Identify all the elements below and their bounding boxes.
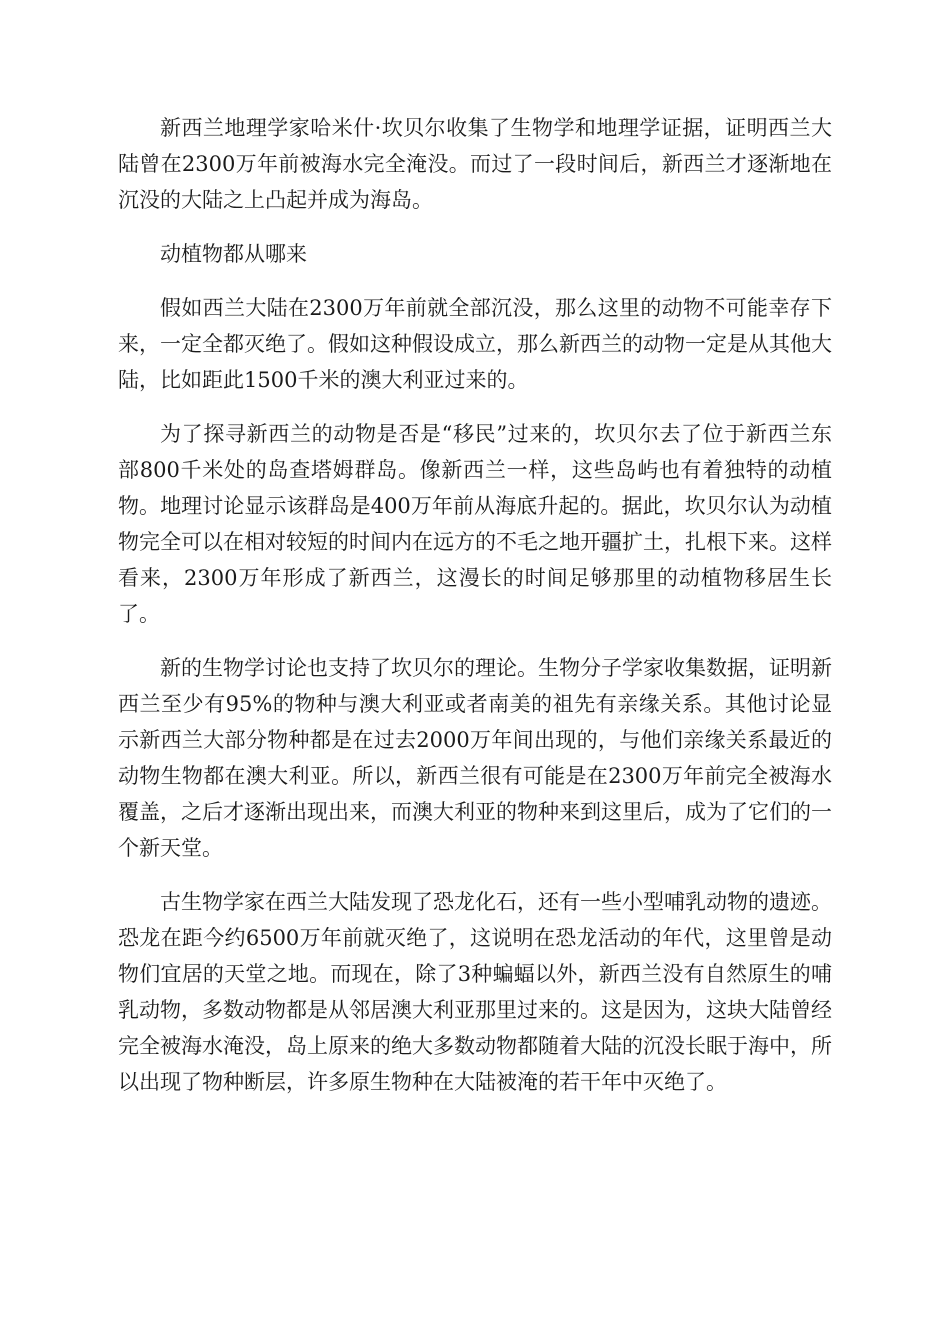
paragraph-fossils: 古生物学家在西兰大陆发现了恐龙化石，还有一些小型哺乳动物的遗迹。恐龙在距今约6500万年前就灭绝了，这说明在恐龙活动的年代，这里曾是动物们宜居的天堂之地。而现在，除了3种蝙蝠以外，新西兰没有自然原生的哺乳动物，多数动物都是从邻居澳大利亚那里过来的。这是因为，这块大陆曾经完全被海水淹没，岛上原来的绝大多数动物都随着大陆的沉没长眠于海中，所以出现了物种断层，许多原生物种在大陆被淹的若干年中灭绝了。 (118, 890, 832, 1094)
paragraph-hypothesis: 假如西兰大陆在2300万年前就全部沉没，那么这里的动物不可能幸存下来，一定全都灭绝了。假如这种假设成立，那么新西兰的动物一定是从其他大陆，比如距此1500千米的澳大利亚过来的。 (118, 296, 832, 392)
paragraph-intro: 新西兰地理学家哈米什·坎贝尔收集了生物学和地理学证据，证明西兰大陆曾在2300万年前被海水完全淹没。而过了一段时间后，新西兰才逐渐地在沉没的大陆之上凸起并成为海岛。 (118, 116, 832, 212)
paragraph-biology-research: 新的生物学讨论也支持了坎贝尔的理论。生物分子学家收集数据，证明新西兰至少有95%的物种与澳大利亚或者南美的祖先有亲缘关系。其他讨论显示新西兰大部分物种都是在过去2000万年间出现的，与他们亲缘关系最近的动物生物都在澳大利亚。所以，新西兰很有可能是在2300万年前完全被海水覆盖，之后才逐渐出现出来，而澳大利亚的物种来到这里后，成为了它们的一个新天堂。 (118, 656, 832, 860)
section-heading: 动植物都从哪来 (160, 242, 307, 266)
paragraph-chatham-islands: 为了探寻新西兰的动物是否是“移民”过来的，坎贝尔去了位于新西兰东部800千米处的岛查塔姆群岛。像新西兰一样，这些岛屿也有着独特的动植物。地理讨论显示该群岛是400万年前从海底升起的。据此，坎贝尔认为动植物完全可以在相对较短的时间内在远方的不毛之地开疆扩土，扎根下来。这样看来，2300万年形成了新西兰，这漫长的时间足够那里的动植物移居生长了。 (118, 422, 832, 626)
document-body (118, 110, 832, 1118)
